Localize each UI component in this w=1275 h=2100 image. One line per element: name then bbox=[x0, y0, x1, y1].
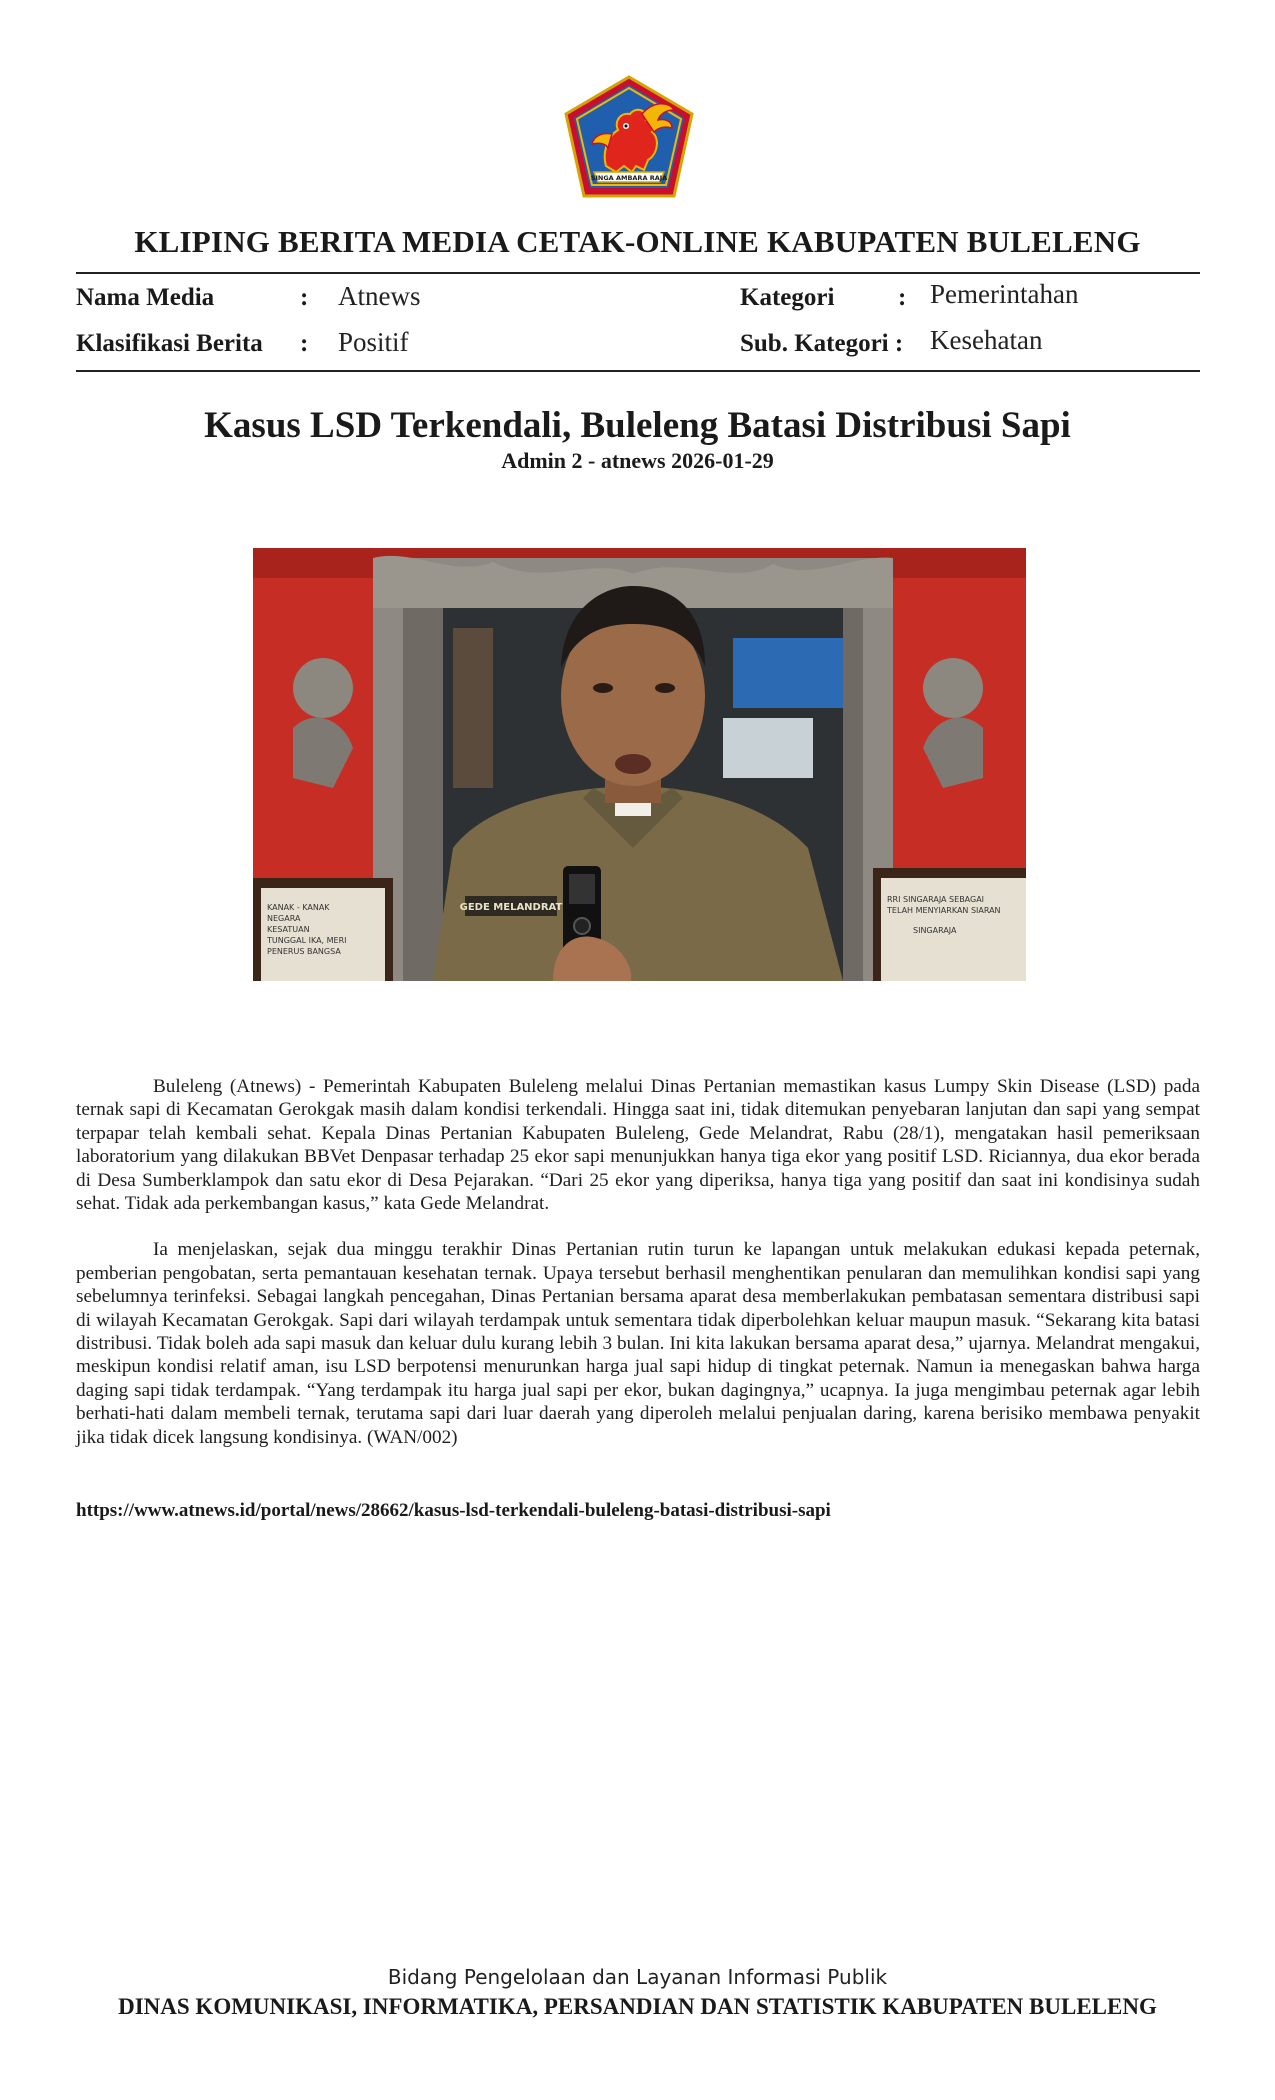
media-colon: : bbox=[300, 284, 309, 311]
media-label: Nama Media bbox=[76, 284, 215, 311]
header-divider-bottom bbox=[76, 370, 1200, 372]
article-paragraph-1: Buleleng (Atnews) - Pemerintah Kabupaten Buleleng melalui Dinas Pertanian memastikan kasus Lumpy Skin Disease (LSD) pada ternak sapi di Kecamatan Gerokgak masih dalam kondisi terkendali. Hingga saat ini, tidak ditemukan penyebaran lanjutan dan sapi yang sempat terpapar telah kembali sehat. Kepala Dinas Pertanian Kabupaten Buleleng, Gede Melandrat, Rabu (28/1), mengatakan hasil pemeriksaan laboratorium yang dilakukan BBVet Denpasar terhadap 25 ekor sapi menunjukkan hanya tiga ekor yang positif LSD. Riciannya, dua ekor berada di Desa Sumberklampok dan satu ekor di Desa Pejarakan. “Dari 25 ekor yang diperiksa, hanya tiga yang positif dan saat ini kondisinya sudah sehat. Tidak ada perkembangan kasus,” kata Gede Melandrat. bbox=[76, 1076, 1200, 1215]
klasifikasi-colon: : bbox=[300, 330, 309, 357]
kategori-value: Pemerintahan bbox=[930, 279, 1079, 309]
footer-agency: DINAS KOMUNIKASI, INFORMATIKA, PERSANDIAN DAN STATISTIK KABUPATEN BULELENG bbox=[118, 1994, 1157, 2019]
article-paragraph-2: Ia menjelaskan, sejak dua minggu terakhir Dinas Pertanian rutin turun ke lapangan untuk melakukan edukasi kepada peternak, pemberian pengobatan, serta pemantauan kesehatan ternak. Upaya tersebut berhasil menghentikan penularan dan memulihkan kondisi sapi yang sebelumnya terinfeksi. Sebagai langkah pencegahan, Dinas Pertanian bersama aparat desa memberlakukan pembatasan sementara distribusi sapi di wilayah Kecamatan Gerokgak. Sapi dari wilayah terdampak untuk sementara tidak diperbolehkan keluar maupun masuk. “Sekarang kita batasi distribusi. Tidak boleh ada sapi masuk dan keluar dulu kurang lebih 3 bulan. Ini kita lakukan bersama aparat desa,” ujarnya. Melandrat mengakui, meskipun kondisi relatif aman, isu LSD berpotensi menurunkan harga jual sapi hidup di tingkat peternak. Namun ia menegaskan bahwa harga daging sapi tidak terdampak. “Yang terdampak itu harga jual sapi per ekor, bukan dagingnya,” ucapnya. Ia juga mengimbau peternak agar lebih berhati-hati dalam membeli ternak, terutama sapi dari luar daerah yang diperoleh melalui penjualan daring, karena berisiko membawa penyakit jika tidak dicek langsung kondisinya. (WAN/002) bbox=[76, 1239, 1200, 1448]
source-url-link[interactable]: https://www.atnews.id/portal/news/28662/kasus-lsd-terkendali-buleleng-batasi-distribusi-sapi bbox=[76, 1500, 831, 1521]
article-photo bbox=[253, 548, 1026, 981]
klasifikasi-label: Klasifikasi Berita bbox=[76, 330, 263, 357]
header-divider-top bbox=[76, 272, 1200, 274]
buleleng-crest-logo bbox=[562, 74, 696, 200]
subkategori-label: Sub. Kategori : bbox=[740, 330, 904, 357]
uniform-name-tag: GEDE MELANDRAT bbox=[459, 902, 563, 913]
plaque-left-text: KANAK - KANAK NEGARA KESATUAN TUNGGAL IKA, MERI PENERUS BANGSA bbox=[267, 903, 347, 956]
article-byline: Admin 2 - atnews 2026-01-29 bbox=[501, 448, 774, 473]
article-title: Kasus LSD Terkendali, Buleleng Batasi Distribusi Sapi bbox=[204, 405, 1071, 446]
kategori-colon: : bbox=[898, 284, 907, 311]
article-body bbox=[76, 1075, 1200, 1472]
footer-division: Bidang Pengelolaan dan Layanan Informasi Publik bbox=[387, 1965, 888, 1989]
document-title: KLIPING BERITA MEDIA CETAK-ONLINE KABUPATEN BULELENG bbox=[134, 224, 1141, 259]
logo-motto-text: SINGA AMBARA RAJA bbox=[590, 174, 668, 182]
subkategori-value: Kesehatan bbox=[930, 325, 1043, 355]
plaque-right-text: RRI SINGARAJA SEBAGAI TELAH MENYIARKAN SIARAN SINGARAJA bbox=[887, 895, 1001, 935]
klasifikasi-value: Positif bbox=[338, 327, 409, 357]
media-value: Atnews bbox=[338, 281, 421, 311]
kategori-label: Kategori bbox=[740, 284, 835, 311]
